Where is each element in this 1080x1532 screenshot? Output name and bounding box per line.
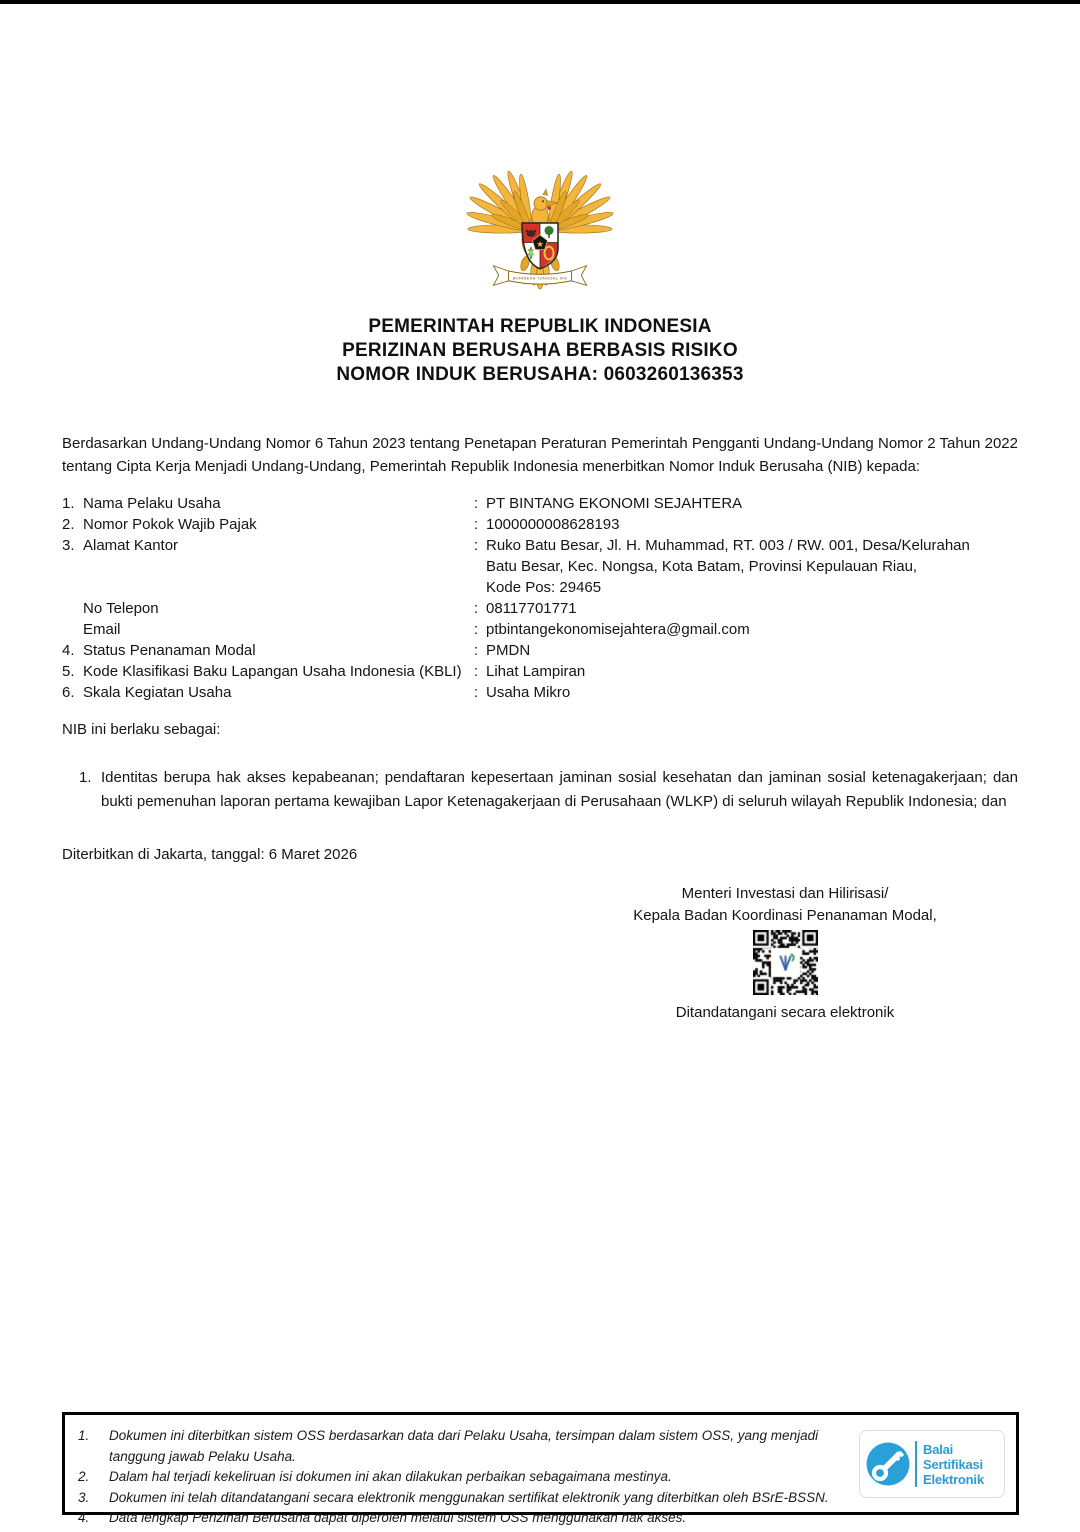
signature-title-line1: Menteri Investasi dan Hilirisasi/: [681, 885, 889, 902]
field-label: No Telepon: [83, 600, 159, 617]
balai-logo-text: [923, 1442, 984, 1487]
field-label: Email: [83, 621, 121, 638]
address-line: Kode Pos: 29465: [486, 579, 602, 596]
field-row-telepon: [62, 598, 1018, 619]
balai-text-line1: Balai: [923, 1441, 954, 1457]
note-text: Dokumen ini diterbitkan sistem OSS berdasarkan data dari Pelaku Usaha, tersimpan dalam sistem OSS, yang menjadi tanggung jawab Pelaku Usaha.: [109, 1428, 819, 1464]
field-value: [486, 535, 1018, 598]
issued-line: Diterbitkan di Jakarta, tanggal: 6 Maret 2026: [62, 846, 358, 863]
intro-paragraph: Berdasarkan Undang-Undang Nomor 6 Tahun 2023 tentang Penetapan Peraturan Pemerintah Pengganti Undang-Undang Nomor 2 Tahun 2022 tentang Cipta Kerja Menjadi Undang-Undang, Pemerintah Republik Indonesia menerbitkan Nomor Induk Berusaha (NIB) kepada:: [62, 435, 1018, 475]
footer-note: [78, 1426, 856, 1467]
field-row-email: [62, 619, 1018, 640]
esign-note: Ditandatangani secara elektronik: [675, 1004, 895, 1021]
note-number: 2.: [78, 1469, 90, 1484]
note-text: Dokumen ini telah ditandatangani secara elektronik menggunakan sertifikat elektronik yang diterbitkan oleh BSrE-BSSN.: [109, 1489, 829, 1505]
note-number: 4.: [78, 1510, 90, 1525]
field-number: 5.: [62, 663, 75, 680]
field-colon: :: [474, 684, 479, 701]
field-colon: :: [474, 663, 479, 680]
balai-text-line3: Elektronik: [923, 1471, 984, 1487]
field-list: [62, 493, 1018, 703]
note-text: Dalam hal terjadi kekeliruan isi dokumen ini akan dilakukan perbaikan sebagaimana mestinya.: [109, 1469, 672, 1484]
field-number: 6.: [62, 684, 75, 701]
pancasila-star-icon: ★: [536, 240, 544, 249]
field-row-nama: [62, 493, 1018, 514]
field-number: 4.: [62, 642, 75, 659]
field-colon: :: [474, 495, 479, 512]
garuda-pancasila-emblem: [465, 145, 615, 295]
footer-note: [78, 1488, 856, 1509]
field-label: Nomor Pokok Wajib Pajak: [83, 516, 257, 533]
nib-clause-heading: NIB ini berlaku sebagai:: [62, 721, 221, 738]
field-row-alamat: [62, 535, 1018, 598]
footer-notes: [78, 1426, 856, 1529]
field-colon: :: [474, 516, 479, 533]
balai-sertifikasi-elektronik-logo: [859, 1430, 1005, 1498]
field-label: Status Penanaman Modal: [83, 642, 256, 659]
field-number: 1.: [62, 495, 75, 512]
field-value: PT BINTANG EKONOMI SEJAHTERA: [486, 495, 743, 512]
title-line-2: PERIZINAN BERUSAHA BERBASIS RISIKO: [342, 340, 738, 361]
field-value: ptbintangekonomisejahtera@gmail.com: [486, 621, 750, 638]
note-text: Data lengkap Perizinan Berusaha dapat diperoleh melalui sistem OSS menggunakan hak akses.: [109, 1510, 687, 1525]
footer-box: [62, 1412, 1019, 1525]
clause-text: Identitas berupa hak akses kepabeanan; pendaftaran kepesertaan jaminan sosial kesehatan dan jaminan sosial ketenagakerjaan; dan bukti pemenuhan laporan pertama kewajiban Lapor Ketenagakerjaan di Perusahaan (WLKP) di seluruh wilayah Republik Indonesia; dan: [101, 769, 1018, 810]
field-value: 1000000008628193: [486, 516, 620, 533]
address-line: Ruko Batu Besar, Jl. H. Muhammad, RT. 003 / RW. 001, Desa/Kelurahan: [486, 537, 970, 554]
footer-note: [78, 1508, 856, 1529]
title-line-1: PEMERINTAH REPUBLIK INDONESIA: [368, 316, 712, 337]
field-value: Lihat Lampiran: [486, 663, 586, 680]
key-icon: [865, 1441, 911, 1487]
field-label: Nama Pelaku Usaha: [83, 495, 221, 512]
field-row-skala: [62, 682, 1018, 703]
field-row-status-modal: [62, 640, 1018, 661]
field-label: [83, 661, 474, 682]
balai-text-line2: Sertifikasi: [923, 1456, 983, 1472]
field-value: 08117701771: [486, 600, 577, 617]
nib-clause-item: [62, 766, 1018, 814]
note-number: 3.: [78, 1489, 90, 1505]
motto-text: BHINNEKA TUNGGAL IKA: [512, 275, 568, 281]
logo-divider: [915, 1441, 917, 1487]
document-title: [0, 315, 1080, 387]
field-colon: :: [474, 642, 479, 659]
field-label-line: Kode Klasifikasi Baku Lapangan Usaha Indonesia: [83, 663, 415, 680]
title-line-3: NOMOR INDUK BERUSAHA: 0603260136353: [336, 364, 744, 385]
field-value: Usaha Mikro: [486, 684, 571, 701]
field-colon: :: [474, 537, 479, 554]
note-number: 1.: [78, 1428, 90, 1443]
field-number: 2.: [62, 516, 75, 533]
address-line: Batu Besar, Kec. Nongsa, Kota Batam, Provinsi Kepulauan Riau,: [486, 558, 918, 575]
field-label: Skala Kegiatan Usaha: [83, 684, 232, 701]
signature-block: [570, 883, 1000, 1024]
signature-title-line2: Kepala Badan Koordinasi Penanaman Modal,: [633, 907, 937, 924]
field-label: Alamat Kantor: [83, 537, 179, 554]
clause-number: 1.: [79, 769, 92, 786]
field-value: PMDN: [486, 642, 531, 659]
field-colon: :: [474, 621, 479, 638]
field-row-kbli: [62, 661, 1018, 682]
page-top-edge: [0, 0, 1080, 4]
footer-note: [78, 1467, 856, 1488]
field-row-npwp: [62, 514, 1018, 535]
field-label-line: (KBLI): [419, 663, 462, 680]
qr-code: [753, 930, 818, 995]
field-number: 3.: [62, 537, 75, 554]
field-colon: :: [474, 600, 479, 617]
